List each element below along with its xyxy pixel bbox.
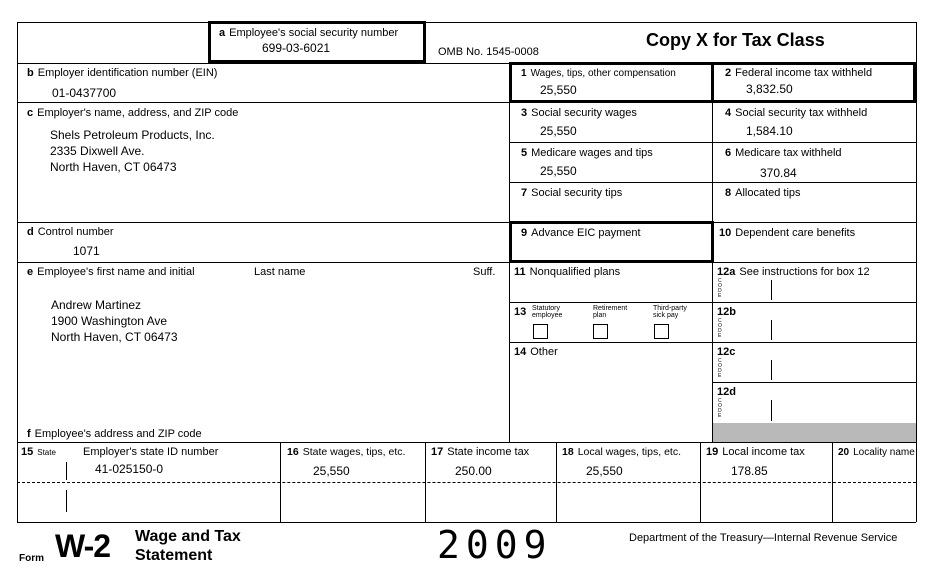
code-divider bbox=[771, 360, 772, 380]
employer-state-id-label: Employer's state ID number bbox=[83, 446, 219, 458]
box6-label: 6 Medicare tax withheld bbox=[725, 147, 842, 159]
last-name-label: Last name bbox=[254, 266, 306, 278]
box5-label: 5 Medicare wages and tips bbox=[521, 147, 653, 159]
box-letter: a bbox=[219, 27, 226, 39]
wages-value[interactable]: 25,550 bbox=[540, 83, 577, 97]
box-f-label: f Employee's address and ZIP code bbox=[27, 428, 202, 440]
control-number-value[interactable]: 1071 bbox=[73, 244, 100, 258]
box3-label: 3 Social security wages bbox=[521, 107, 637, 119]
statutory-label-2: employee bbox=[532, 312, 563, 319]
box12d-label: 12d bbox=[717, 386, 736, 398]
suffix-label: Suff. bbox=[473, 266, 496, 278]
box14-label: 14 Other bbox=[514, 346, 558, 358]
medicare-tax-value[interactable]: 370.84 bbox=[760, 166, 797, 180]
box-e-label: e Employee's first name and initial bbox=[27, 266, 195, 278]
employer-street[interactable]: 2335 Dixwell Ave. bbox=[50, 144, 145, 158]
state-id-value[interactable]: 41-025150-0 bbox=[95, 462, 164, 476]
code-label: C O D E bbox=[718, 398, 722, 419]
employer-name[interactable]: Shels Petroleum Products, Inc. bbox=[50, 128, 215, 142]
box2-label: 2 Federal income tax withheld bbox=[725, 67, 873, 79]
state-tax-value[interactable]: 250.00 bbox=[455, 464, 492, 478]
shaded-cell bbox=[713, 423, 916, 442]
code-divider bbox=[771, 280, 772, 300]
state-divider-tick bbox=[66, 490, 67, 512]
box7-label: 7 Social security tips bbox=[521, 187, 623, 199]
retirement-label-2: plan bbox=[593, 312, 607, 319]
box19-label: 19 Local income tax bbox=[706, 446, 805, 458]
form-title-line2: Statement bbox=[135, 547, 213, 564]
retirement-plan-checkbox[interactable] bbox=[593, 324, 608, 339]
box10-label: 10 Dependent care benefits bbox=[719, 227, 856, 239]
grid-line bbox=[17, 262, 916, 263]
irs-department: Department of the Treasury—Internal Revenue Service bbox=[629, 532, 898, 544]
state-wages-value[interactable]: 25,550 bbox=[313, 464, 350, 478]
third-party-sick-pay-checkbox[interactable] bbox=[654, 324, 669, 339]
form-label: Form bbox=[19, 553, 44, 564]
box9-label: 9 Advance EIC payment bbox=[521, 227, 641, 239]
tax-year: 2009 bbox=[437, 523, 553, 567]
box12b-label: 12b bbox=[717, 306, 736, 318]
form-left-border bbox=[17, 22, 18, 522]
box20-label: 20 Locality name bbox=[838, 447, 915, 458]
ss-wages-value[interactable]: 25,550 bbox=[540, 124, 577, 138]
omb-number: OMB No. 1545-0008 bbox=[438, 46, 539, 58]
federal-tax-value[interactable]: 3,832.50 bbox=[746, 82, 793, 96]
code-label: C O D E bbox=[718, 358, 722, 379]
form-top-border bbox=[17, 22, 916, 23]
state-row-divider bbox=[17, 482, 916, 483]
box12c-label: 12c bbox=[717, 346, 736, 358]
grid-line bbox=[712, 382, 916, 383]
box-d-label: d Control number bbox=[27, 226, 114, 238]
box18-label: 18 Local wages, tips, etc. bbox=[562, 446, 681, 458]
box8-label: 8 Allocated tips bbox=[725, 187, 801, 199]
local-wages-value[interactable]: 25,550 bbox=[586, 464, 623, 478]
employee-name[interactable]: Andrew Martinez bbox=[51, 298, 142, 312]
local-tax-value[interactable]: 178.85 bbox=[731, 464, 768, 478]
box17-label: 17 State income tax bbox=[431, 446, 530, 458]
ss-tax-value[interactable]: 1,584.10 bbox=[746, 124, 793, 138]
code-divider bbox=[771, 400, 772, 421]
box4-label: 4 Social security tax withheld bbox=[725, 107, 868, 119]
statutory-employee-checkbox[interactable] bbox=[533, 324, 548, 339]
sick-pay-label-2: sick pay bbox=[653, 312, 679, 319]
box13-number: 13 bbox=[514, 306, 527, 318]
copy-title: Copy X for Tax Class bbox=[646, 30, 825, 50]
form-right-border bbox=[916, 22, 917, 522]
form-title-line1: Wage and Tax bbox=[135, 528, 241, 545]
ssn-value[interactable]: 699-03-6021 bbox=[262, 41, 331, 55]
employer-city[interactable]: North Haven, CT 06473 bbox=[50, 160, 177, 174]
statutory-label-1: Statutory bbox=[532, 305, 561, 312]
box16-label: 16 State wages, tips, etc. bbox=[287, 446, 406, 458]
medicare-wages-value[interactable]: 25,550 bbox=[540, 164, 577, 178]
code-divider bbox=[771, 320, 772, 340]
employee-street[interactable]: 1900 Washington Ave bbox=[51, 314, 168, 328]
form-w2-title: W-2 bbox=[55, 528, 111, 564]
box1-label: 1 Wages, tips, other compensation bbox=[521, 68, 676, 79]
box11-label: 11 Nonqualified plans bbox=[514, 266, 621, 278]
box-c-label: c Employer's name, address, and ZIP code bbox=[27, 107, 239, 119]
ein-value[interactable]: 01-0437700 bbox=[52, 86, 117, 100]
employee-city[interactable]: North Haven, CT 06473 bbox=[51, 330, 178, 344]
ssn-label: a Employee's social security number bbox=[219, 27, 399, 39]
grid-line bbox=[17, 442, 916, 443]
sick-pay-label-1: Third-party bbox=[653, 305, 687, 312]
grid-line bbox=[17, 222, 916, 223]
box-b-label: b Employer identification number (EIN) bbox=[27, 67, 218, 79]
retirement-label-1: Retirement bbox=[593, 305, 628, 312]
box12a-label: 12a See instructions for box 12 bbox=[717, 266, 870, 278]
code-label: C O D E bbox=[718, 318, 722, 339]
box15-label: 15 State bbox=[21, 446, 56, 458]
state-divider-tick bbox=[66, 462, 67, 480]
code-label: C O D E bbox=[718, 278, 722, 299]
